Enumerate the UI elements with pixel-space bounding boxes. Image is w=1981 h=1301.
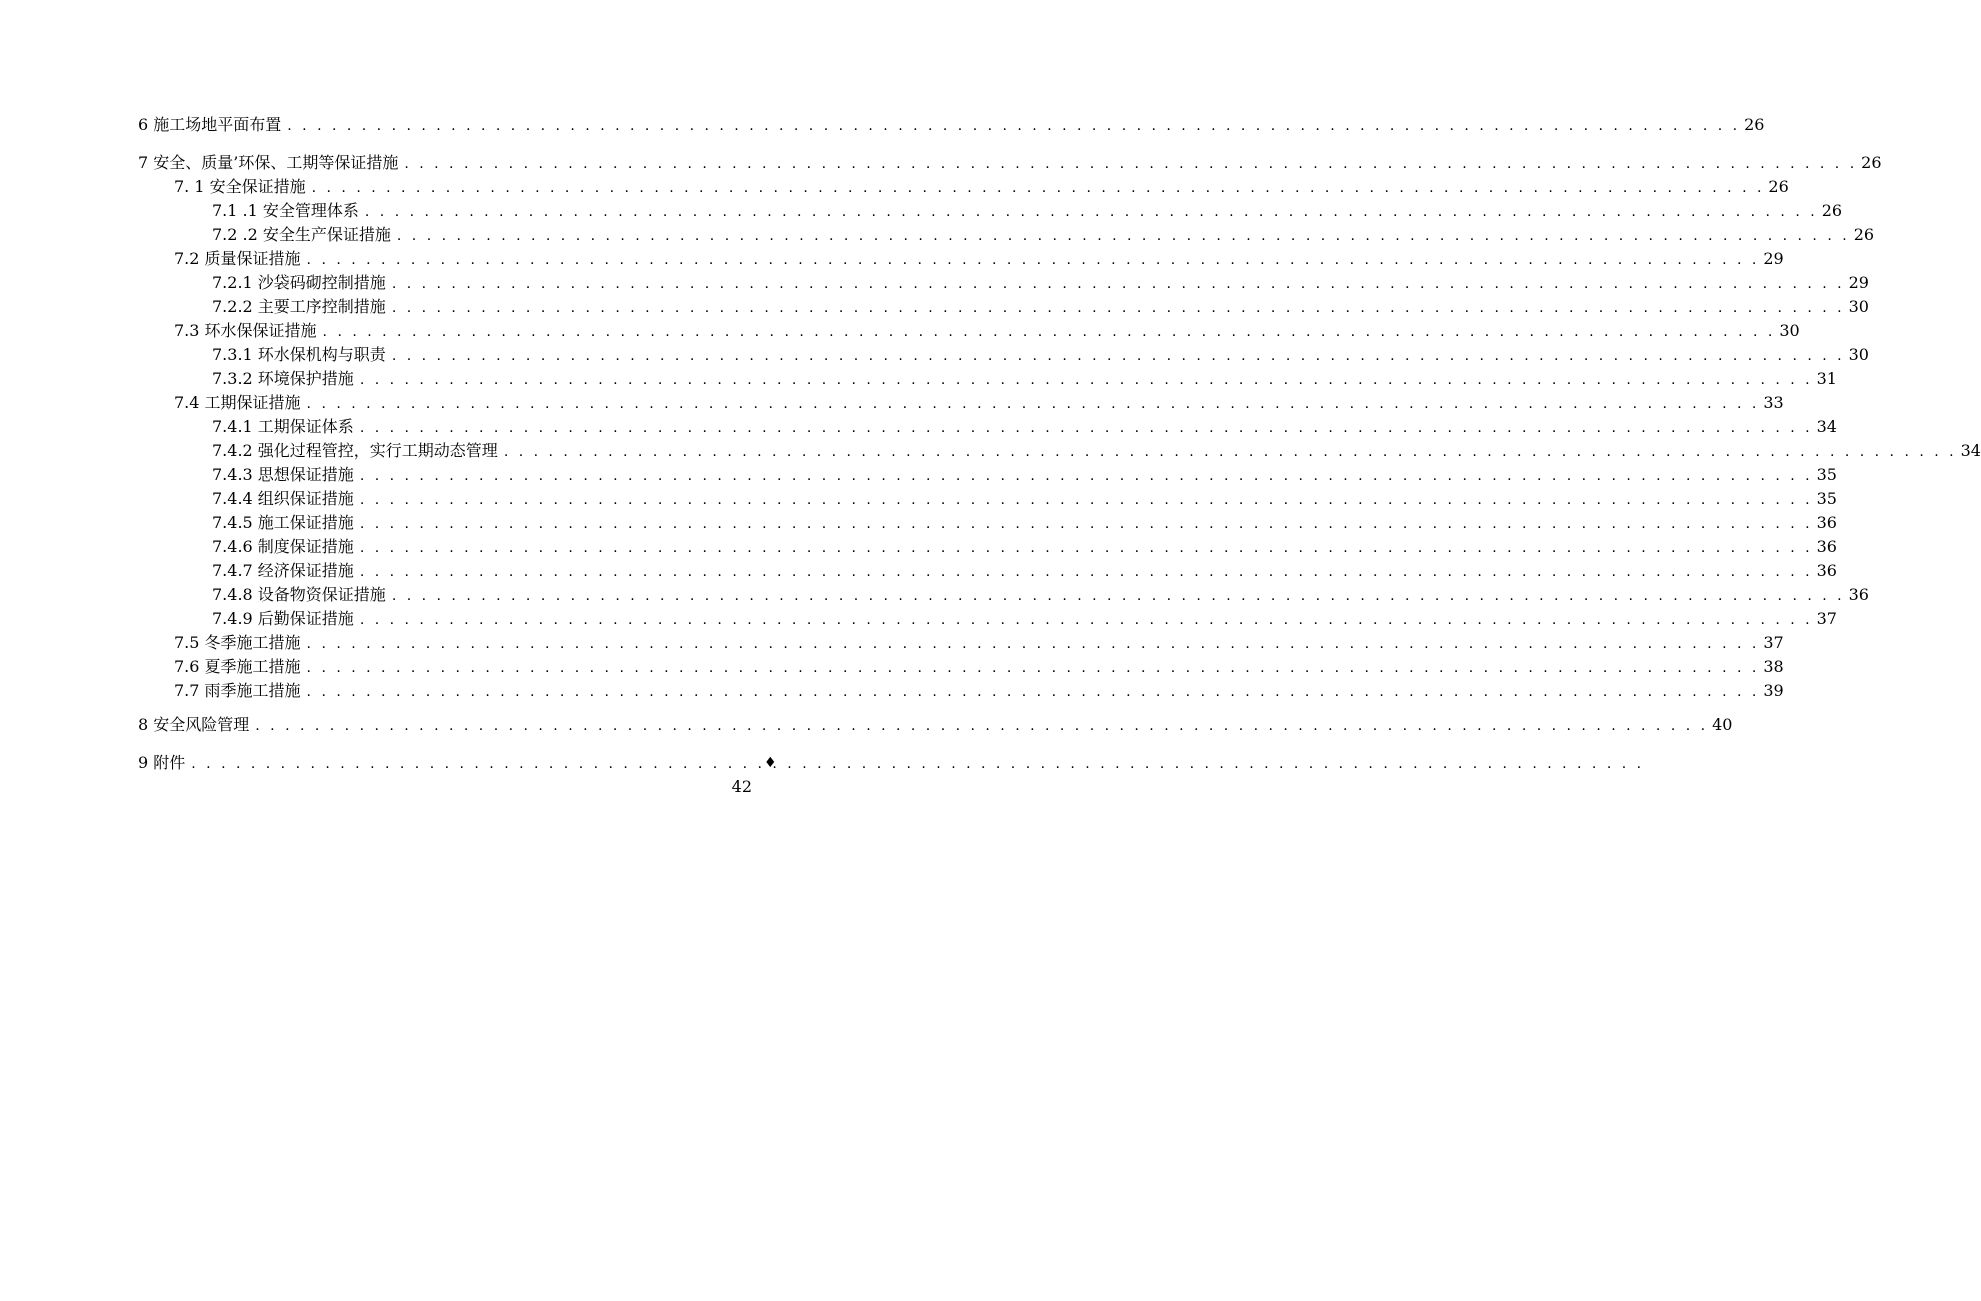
toc-entry[interactable]	[0, 714, 1733, 736]
toc-entry[interactable]	[0, 632, 1784, 654]
toc-entry-page: 37	[1816, 609, 1837, 628]
dot-leader	[397, 225, 1850, 247]
dot-leader	[255, 715, 1708, 737]
toc-entry-page: 38	[1763, 657, 1784, 676]
toc-entry-label: 7.2 质量保证措施	[174, 249, 301, 268]
toc-entry-page: 36	[1816, 561, 1837, 580]
toc-entry-page: 36	[1816, 537, 1837, 556]
toc-entry[interactable]	[0, 320, 1800, 342]
toc-entry[interactable]	[0, 368, 1837, 390]
toc-entry[interactable]	[0, 296, 1869, 318]
dot-leader	[360, 513, 1813, 535]
toc-entry-label: 7.4.5 施工保证措施	[212, 513, 354, 532]
toc-entry-label: 7.2 .2 安全生产保证措施	[212, 225, 391, 244]
toc-entry[interactable]	[0, 536, 1837, 558]
toc-entry-page: 31	[1816, 369, 1837, 388]
toc-entry-page: 30	[1848, 345, 1869, 364]
toc-entry[interactable]	[0, 656, 1784, 678]
toc-entry-label: 7 安全、质量’环保、工期等保证措施	[138, 153, 399, 172]
dot-leader	[365, 201, 1818, 223]
toc-entry[interactable]	[0, 176, 1789, 198]
toc-entry-label: 7.3 环水保保证措施	[174, 321, 317, 340]
toc-entry[interactable]	[0, 344, 1869, 366]
toc-entry[interactable]	[0, 224, 1875, 246]
dot-leader	[360, 369, 1813, 391]
toc-entry-label: 7.4.7 经济保证措施	[212, 561, 354, 580]
dot-leader	[307, 657, 1760, 679]
toc-entry-page: 26	[1744, 115, 1765, 134]
toc-entry-page: 40	[1712, 715, 1733, 734]
toc-entry-page: 34	[1816, 417, 1837, 436]
toc-entry-label: 6 施工场地平面布置	[138, 115, 282, 134]
toc-entry-page: 29	[1848, 273, 1869, 292]
dot-leader	[360, 489, 1813, 511]
dot-leader	[360, 561, 1813, 583]
toc-entry[interactable]	[0, 200, 1843, 222]
dot-leader	[404, 153, 1857, 175]
toc-entry-page: 34	[1960, 441, 1981, 460]
toc-entry-label: 7.4.6 制度保证措施	[212, 537, 354, 556]
toc-entry[interactable]	[0, 440, 1981, 462]
toc-entry-label: 7.7 雨季施工措施	[174, 681, 301, 700]
toc-entry-page: 29	[1763, 249, 1784, 268]
toc-entry-label: 7.4.1 工期保证体系	[212, 417, 354, 436]
toc-entry[interactable]	[0, 560, 1837, 582]
toc-continuation-line[interactable]	[140, 776, 752, 798]
diamond-glyph: ♦	[764, 755, 777, 771]
toc-entry-label: 7.4.4 组织保证措施	[212, 489, 354, 508]
dot-leader	[312, 177, 1765, 199]
dot-leader	[360, 417, 1813, 439]
toc-entry-page: 26	[1853, 225, 1875, 244]
toc-entry[interactable]	[0, 488, 1837, 510]
dot-leader	[392, 273, 1845, 295]
dot-leader	[307, 681, 1760, 703]
toc-entry-page: 26	[1861, 153, 1882, 172]
toc-entry-label: 7.6 夏季施工措施	[174, 657, 301, 676]
dot-leader	[191, 753, 1644, 775]
toc-entry-label: 7.3.1 环水保机构与职责	[212, 345, 386, 364]
toc-entry-label: 7.5 冬季施工措施	[174, 633, 301, 652]
toc-entry[interactable]	[0, 248, 1784, 270]
toc-entry[interactable]	[0, 152, 1882, 174]
toc-entry[interactable]	[0, 392, 1784, 414]
dot-leader	[504, 441, 1957, 463]
toc-entry-page: 35	[1816, 465, 1837, 484]
toc-entry[interactable]	[0, 584, 1869, 606]
toc-entry-label: 7.4.3 思想保证措施	[212, 465, 354, 484]
dot-leader	[307, 393, 1760, 415]
dot-leader	[287, 115, 1740, 137]
toc-entry-label: 7.4.8 设备物资保证措施	[212, 585, 386, 604]
toc-entry-page: 26	[1821, 201, 1843, 220]
dot-leader	[392, 585, 1845, 607]
toc-entry-label: 7.2.2 主要工序控制措施	[212, 297, 386, 316]
toc-entry[interactable]	[0, 512, 1837, 534]
toc-entry-page: 33	[1763, 393, 1784, 412]
toc-entry-page: 37	[1763, 633, 1784, 652]
toc-entry-label: 7.4.2 强化过程管控，实行工期动态管理	[212, 441, 498, 460]
dot-leader	[360, 465, 1813, 487]
dot-leader	[392, 297, 1845, 319]
toc-entry-page: 30	[1848, 297, 1869, 316]
dot-leader	[360, 537, 1813, 559]
dot-leader	[323, 321, 1776, 343]
toc-entry-label: 7.4.9 后勤保证措施	[212, 609, 354, 628]
toc-entry-label: 7.4 工期保证措施	[174, 393, 301, 412]
toc-entry[interactable]	[0, 464, 1837, 486]
toc-entry-page: 30	[1779, 321, 1800, 340]
toc-entry[interactable]	[0, 680, 1784, 702]
toc-entry[interactable]	[0, 416, 1837, 438]
toc-entry-page: 36	[1816, 513, 1837, 532]
toc-entry[interactable]	[0, 114, 1765, 136]
toc-entry[interactable]	[0, 272, 1869, 294]
toc-entry[interactable]	[0, 608, 1837, 630]
dot-leader	[392, 345, 1845, 367]
toc-entry-label: 7.3.2 环境保护措施	[212, 369, 354, 388]
toc-entry-label: 9 附件	[138, 753, 186, 772]
dot-leader	[360, 609, 1813, 631]
toc-entry-label: 7. 1 安全保证措施	[174, 177, 306, 196]
toc-entry-label: 8 安全风险管理	[138, 715, 250, 734]
toc-entry-label: 7.1 .1 安全管理体系	[212, 201, 359, 220]
toc-entry-page: 26	[1768, 177, 1789, 196]
toc-entry-page: 35	[1816, 489, 1837, 508]
toc-entry-label: 7.2.1 沙袋码砌控制措施	[212, 273, 386, 292]
toc-entry-page: 39	[1763, 681, 1784, 700]
dot-leader	[307, 633, 1760, 655]
dot-leader	[307, 249, 1760, 271]
toc-entry-page: 42	[731, 777, 752, 796]
toc-entry-page: 36	[1848, 585, 1869, 604]
